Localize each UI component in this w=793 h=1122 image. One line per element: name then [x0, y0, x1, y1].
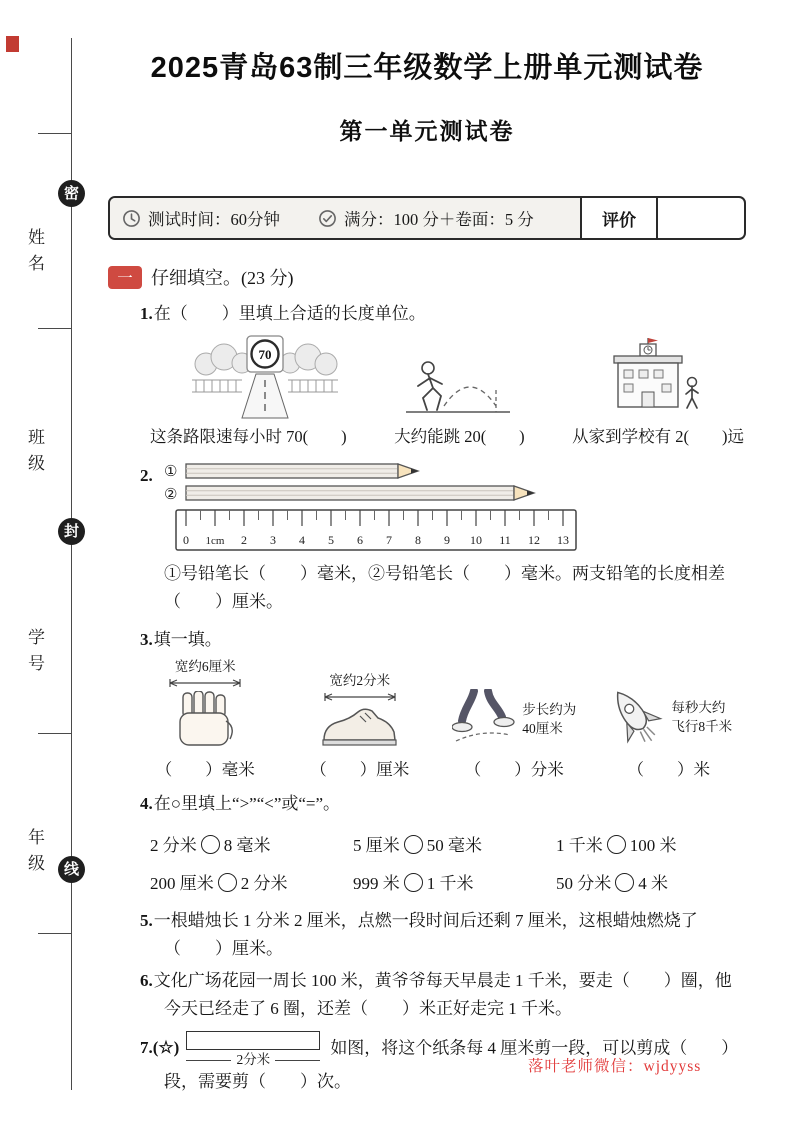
question-5-line-2: （ ）厘米。: [164, 939, 283, 958]
ruler-tick-label: 6: [356, 533, 363, 547]
jumping-boy-illustration: [404, 342, 512, 420]
ruler: [176, 510, 576, 550]
rocket-label-line-1: 每秒大约: [671, 700, 726, 715]
question-4-row-1: [140, 831, 746, 856]
compare-right: 1 千米: [426, 874, 474, 893]
question-4-text: 在○里填上“>”“<”或“=”。: [153, 794, 341, 813]
ruler-tick-label: 1cm: [205, 535, 225, 547]
step-label-line-2: 40厘米: [522, 721, 563, 736]
question-4-number: 4.: [140, 794, 153, 813]
compare-right: 2 分米: [240, 874, 288, 893]
compare-right: 100 米: [629, 836, 677, 855]
compare-circle: [607, 835, 626, 854]
school-walk-illustration: [612, 336, 712, 420]
footer-wechat-note: 落叶老师微信：wjdyyss: [528, 1058, 702, 1075]
question-2: [140, 462, 746, 556]
compare-right: 4 米: [638, 874, 668, 893]
question-3-number: 3.: [140, 630, 153, 649]
q3-answer-dm: （ ）分米: [464, 760, 564, 779]
pencil-2-label: ②: [163, 487, 178, 503]
question-1-number: 1.: [140, 304, 153, 323]
corner-red-mark: [6, 36, 19, 52]
step-length-label: [522, 700, 576, 738]
ruler-tick-label: 10: [469, 533, 482, 547]
question-1-figures: [140, 334, 746, 420]
compare-left: 5 厘米: [353, 836, 400, 855]
shoe-width-label: 宽约2分米: [329, 673, 391, 688]
step-pair: [452, 689, 576, 749]
compare-left: 50 分米: [556, 874, 612, 893]
question-6-text: 文化广场花园一周长 100 米，黄爷爷每天早晨走 1 千米，要走（ ）圈，他: [153, 971, 732, 990]
info-bar: [108, 196, 746, 240]
ruler-tick-label: 7: [385, 533, 392, 547]
compare-circle: [615, 873, 634, 892]
paper-strip-rect: [186, 1031, 320, 1050]
info-bar-left: [110, 198, 580, 238]
question-6-line-1: [140, 967, 746, 995]
full-score-label: 满分：100 分＋卷面：5 分: [344, 210, 534, 229]
question-4-stem: [140, 790, 746, 818]
caption-road: 这条路限速每小时 70( ): [150, 427, 347, 446]
clock-icon: [122, 209, 141, 228]
question-2-line-2: （ ）厘米。: [164, 592, 283, 611]
question-7-text: 如图，将这个纸条每 4 厘米剪一段，可以剪成（ ）: [330, 1038, 739, 1058]
compare-left: 1 千米: [556, 836, 603, 855]
compare-right: 8 毫米: [223, 836, 271, 855]
pencil-1-label: ①: [163, 464, 178, 480]
rocket-label-line-2: 飞行8千米: [671, 719, 733, 734]
ruler-tick-label: 0: [182, 533, 189, 547]
question-4-row-2: [140, 869, 746, 894]
field-grade: 年级: [25, 828, 44, 880]
compare-left: 2 分米: [150, 836, 197, 855]
field-name: 姓名: [25, 228, 44, 280]
walking-legs-illustration: [452, 689, 516, 749]
ruler-tick-label: 13: [556, 533, 569, 547]
comparison-cell: [150, 869, 353, 894]
q3-item-rocket: [592, 658, 747, 780]
ruler-tick-label: 12: [527, 533, 540, 547]
pencils-and-ruler-illustration: [156, 462, 596, 556]
q3-answer-m: （ ）米: [627, 760, 710, 779]
q3-answer-cm: （ ）厘米: [310, 760, 410, 779]
comparison-cell: [556, 831, 677, 856]
question-1-text: 在（ ）里填上合适的长度单位。: [153, 304, 426, 323]
comparison-cell: [150, 831, 353, 856]
shoe-illustration: [320, 705, 400, 749]
comparison-cell: [556, 869, 668, 894]
field-student-no: 学号: [25, 628, 44, 680]
comparison-cell: [353, 831, 556, 856]
caption-jump: 大约能跳 20( ): [394, 427, 525, 446]
q3-answer-mm: （ ）毫米: [155, 760, 255, 779]
speed-limit-value: 70: [258, 347, 272, 362]
seal-badge-mi: 密: [58, 180, 85, 207]
question-1-captions: [150, 424, 744, 450]
question-5: [140, 907, 746, 963]
test-time-label: 测试时间：60分钟: [148, 210, 280, 229]
road-speed-limit-illustration: [190, 334, 340, 420]
page-title: 2025青岛63制三年级数学上册单元测试卷: [150, 52, 704, 84]
question-5-text: 一根蜡烛长 1 分米 2 厘米，点燃一段时间后还剩 7 厘米，这根蜡烛燃烧了: [153, 911, 698, 930]
question-3-text: 填一填。: [153, 630, 222, 649]
question-5-line-1: [140, 907, 746, 935]
q3-item-hand: [128, 658, 283, 780]
section-title: 仔细填空。(23 分): [151, 268, 294, 288]
q3-item-step: [437, 658, 592, 780]
question-6-line-2: 今天已经走了 6 圈，还差（ ）米正好走完 1 千米。: [164, 999, 572, 1018]
compare-circle: [404, 873, 423, 892]
question-2-line-1: ①号铅笔长（ ）毫米，②号铅笔长（ ）毫米。两支铅笔的长度相差: [164, 564, 725, 583]
page-subtitle: 第一单元测试卷: [339, 118, 515, 144]
ruler-tick-label: 3: [269, 533, 276, 547]
paper-strip-figure: [186, 1031, 320, 1068]
measure-line-left: [186, 1060, 231, 1061]
section-one-header: [108, 264, 746, 290]
rocket-pair: [605, 685, 732, 749]
ruler-tick-label: 8: [414, 533, 421, 547]
question-1-stem: [140, 300, 746, 328]
question-7-number: 7.(☆): [140, 1038, 180, 1058]
margin-tick: [38, 733, 72, 734]
margin-tick: [38, 328, 72, 329]
question-3-items: [128, 658, 746, 780]
seal-badge-xian: 线: [58, 856, 85, 883]
question-5-number: 5.: [140, 911, 153, 930]
rocket-speed-label: [671, 698, 732, 736]
evaluation-blank-cell: [658, 198, 744, 238]
question-7-line-2: 段，需要剪（ ）次。: [164, 1072, 351, 1091]
margin-tick: [38, 133, 72, 134]
rocket-illustration: [605, 685, 665, 749]
question-6-number: 6.: [140, 971, 153, 990]
measure-arrow: [323, 692, 397, 702]
paper-content: [108, 0, 746, 1096]
section-number-tab: 一: [108, 266, 142, 289]
check-circle-icon: [318, 209, 337, 228]
caption-school: 从家到学校有 2( )远: [572, 427, 744, 446]
comparison-cell: [353, 869, 556, 894]
question-6: [140, 967, 746, 1023]
ruler-tick-label: 5: [327, 533, 334, 547]
compare-circle: [404, 835, 423, 854]
compare-left: 999 米: [353, 874, 400, 893]
measure-arrow: [168, 678, 242, 688]
strip-measure: [186, 1052, 320, 1068]
evaluation-label: 评价: [580, 198, 658, 238]
hand-width-label: 宽约6厘米: [174, 659, 236, 674]
ruler-tick-label: 2: [240, 533, 247, 547]
step-label-line-1: 步长约为: [522, 702, 577, 717]
margin-tick: [38, 933, 72, 934]
question-2-text: [140, 560, 746, 616]
q3-item-shoe: [283, 658, 438, 780]
compare-circle: [218, 873, 237, 892]
compare-right: 50 毫米: [426, 836, 482, 855]
field-class: 班级: [25, 428, 44, 480]
question-2-number: 2.: [140, 466, 153, 485]
measure-line-right: [275, 1060, 320, 1061]
seal-badge-feng: 封: [58, 518, 85, 545]
hand-illustration: [174, 691, 236, 749]
ruler-tick-label: 4: [298, 533, 305, 547]
question-3-stem: [140, 626, 746, 654]
strip-length-label: 2分米: [236, 1052, 271, 1067]
compare-circle: [201, 835, 220, 854]
ruler-tick-label: 9: [443, 533, 450, 547]
compare-left: 200 厘米: [150, 874, 214, 893]
ruler-tick-label: 11: [498, 533, 511, 547]
